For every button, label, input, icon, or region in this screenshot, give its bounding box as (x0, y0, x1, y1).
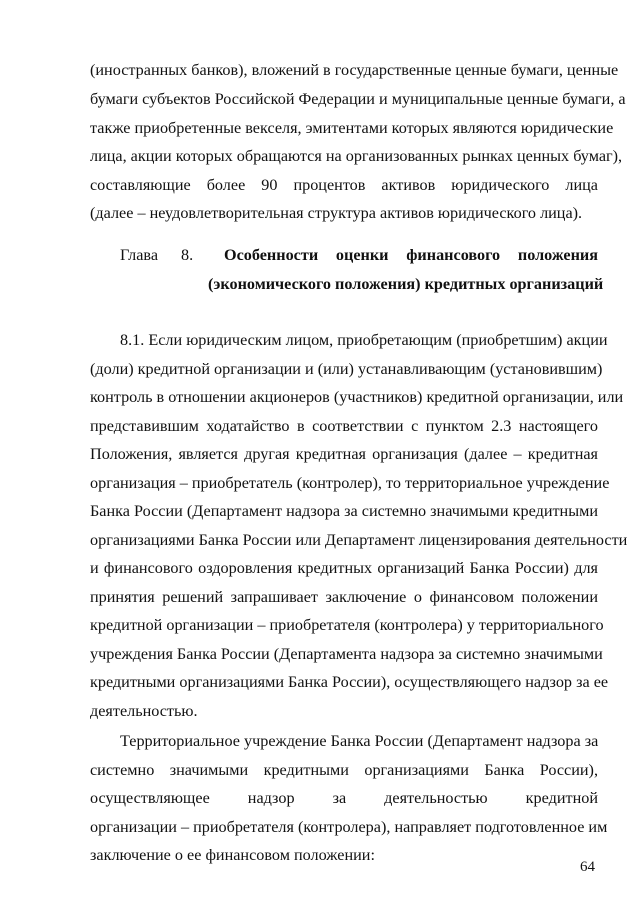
paragraph-line: осуществляющее надзор за деятельностью кредитной (90, 789, 598, 807)
paragraph-line: организация – приобретатель (контролер), то территориальное учреждение (90, 474, 610, 492)
intro-line: (иностранных банков), вложений в государственные ценные бумаги, ценные (90, 61, 619, 79)
paragraph-line: заключение о ее финансовом положении: (90, 846, 375, 864)
paragraph-line: Положения, является другая кредитная организация (далее – кредитная (90, 445, 598, 463)
intro-line: составляющие более 90 процентов активов юридического лица (90, 176, 598, 194)
paragraph-line: контроль в отношении акционеров (участников) кредитной организации, или (90, 388, 624, 406)
intro-line: лица, акции которых обращаются на организованных рынках ценных бумаг), (90, 147, 623, 165)
intro-line: также приобретенные векселя, эмитентами которых являются юридические (90, 119, 614, 137)
paragraph-line: 8.1. Если юридическим лицом, приобретающим (приобретшим) акции (120, 331, 608, 349)
paragraph-line: организациями Банка России или Департамент лицензирования деятельности (90, 531, 628, 549)
paragraph-line: системно значимыми кредитными организациями Банка России), (90, 761, 598, 779)
paragraph-line: организации – приобретателя (контролера), направляет подготовленное им (90, 818, 608, 836)
paragraph-line: кредитными организациями Банка России), осуществляющего надзор за ее (90, 673, 609, 691)
chapter-title: Особенности оценки финансового положения (224, 246, 598, 264)
chapter-title-continued: (экономического положения) кредитных организаций (208, 275, 604, 293)
intro-line: (далее – неудовлетворительная структура активов юридического лица). (90, 204, 583, 222)
chapter-number: 8. (181, 246, 194, 264)
chapter-label: Глава (120, 246, 159, 264)
paragraph-line: учреждения Банка России (Департамента надзора за системно значимыми (90, 645, 603, 663)
paragraph-line: деятельностью. (90, 702, 198, 720)
paragraph-line: кредитной организации – приобретателя (контролера) у территориального (90, 616, 604, 634)
paragraph-line: Территориальное учреждение Банка России (Департамент надзора за (120, 732, 599, 750)
paragraph-line: и финансового оздоровления кредитных организаций Банка России) для (90, 559, 598, 577)
intro-line: бумаги субъектов Российской Федерации и муниципальные ценные бумаги, а (90, 90, 626, 108)
page-number: 64 (580, 859, 595, 875)
paragraph-line: представившим ходатайство в соответствии с пунктом 2.3 настоящего (90, 417, 598, 435)
paragraph-line: Банка России (Департамент надзора за системно значимыми кредитными (90, 502, 598, 520)
paragraph-line: принятия решений запрашивает заключение о финансовом положении (90, 588, 598, 606)
paragraph-line: (доли) кредитной организации и (или) устанавливающим (установившим) (90, 360, 603, 378)
